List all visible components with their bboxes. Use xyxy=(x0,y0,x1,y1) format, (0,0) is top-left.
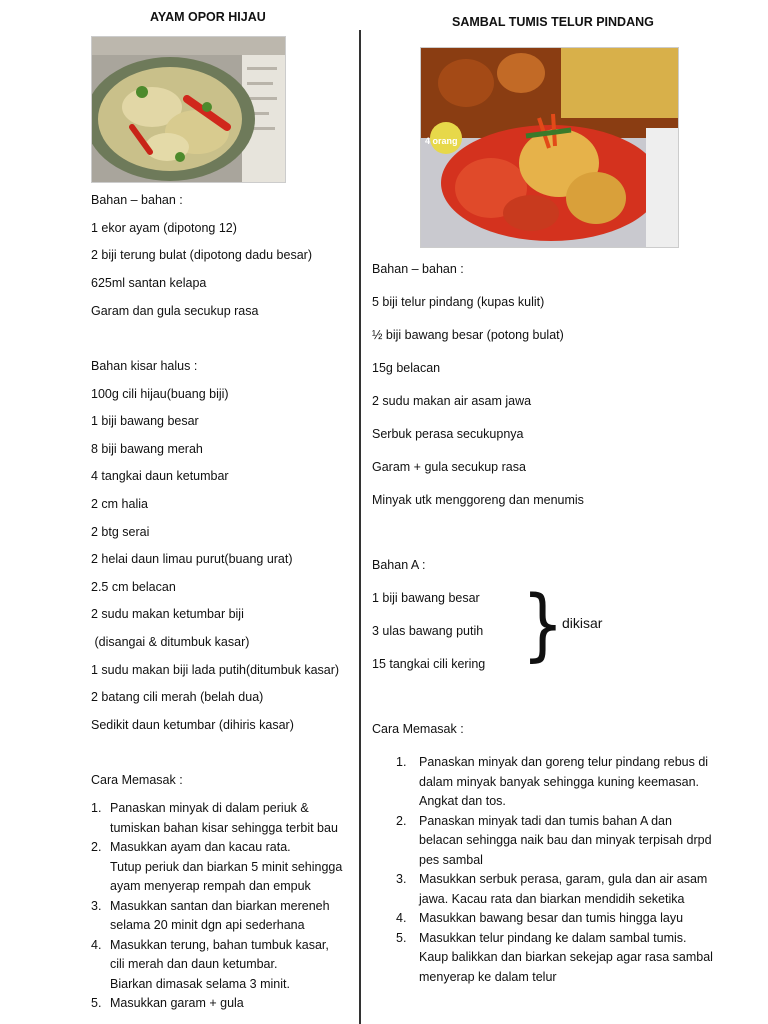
step-item xyxy=(91,897,356,936)
step-line: pes sambal xyxy=(419,852,483,867)
kisar-item: (disangai & ditumbuk kasar) xyxy=(91,635,250,649)
bahan-a-heading: Bahan A : xyxy=(372,558,426,572)
cara-heading-left: Cara Memasak : xyxy=(91,773,183,787)
bahan-item: Garam + gula secukup rasa xyxy=(372,460,526,474)
step-line: Biarkan dimasak selama 3 minit. xyxy=(110,976,290,991)
sambal-telur-photo xyxy=(420,47,679,248)
step-line: cili merah dan daun ketumbar. xyxy=(110,957,278,971)
step-item xyxy=(91,799,356,838)
bahan-item: Serbuk perasa secukupnya xyxy=(372,427,524,441)
recipe-title-left: AYAM OPOR HIJAU xyxy=(150,10,266,24)
step-line: belacan sehingga naik bau dan minyak terpisah drpd xyxy=(419,833,712,847)
step-number: 1. xyxy=(91,801,102,815)
bahan-item: 2 sudu makan air asam jawa xyxy=(372,394,532,408)
kisar-item: 1 biji bawang besar xyxy=(91,414,199,428)
step-item xyxy=(91,936,356,995)
bahan-item: 1 ekor ayam (dipotong 12) xyxy=(91,221,237,235)
step-number: 3. xyxy=(91,898,102,913)
step-item xyxy=(396,909,736,929)
bahan-heading-left: Bahan – bahan : xyxy=(91,193,183,207)
kisar-item: 2 sudu makan ketumbar biji xyxy=(91,607,244,621)
kisar-item: 2.5 cm belacan xyxy=(91,580,176,594)
step-line: Masukkan ayam dan kacau rata. xyxy=(110,840,291,854)
step-line: Masukkan bawang besar dan tumis hingga layu xyxy=(419,911,684,925)
column-divider xyxy=(359,30,361,1024)
bahan-item: Minyak utk menggoreng dan menumis xyxy=(372,493,584,507)
step-line: Kaup balikkan dan biarkan sekejap agar rasa sambal xyxy=(419,950,713,964)
step-line: Masukkan telur pindang ke dalam sambal tumis. xyxy=(419,930,687,945)
bahan-item: 2 biji terung bulat (dipotong dadu besar) xyxy=(91,248,312,262)
step-line: Masukkan terung, bahan tumbuk kasar, xyxy=(110,937,329,952)
step-line: Masukkan serbuk perasa, garam, gula dan air asam xyxy=(419,872,708,886)
bahan-item: 5 biji telur pindang (kupas kulit) xyxy=(372,295,545,309)
kisar-item: 4 tangkai daun ketumbar xyxy=(91,469,229,483)
bahan-item: ½ biji bawang besar (potong bulat) xyxy=(372,328,564,342)
kisar-item: 2 cm halia xyxy=(91,497,148,511)
step-number: 4. xyxy=(91,937,102,952)
step-number: 4. xyxy=(396,911,407,925)
ayam-opor-photo xyxy=(91,36,286,183)
cara-heading-right: Cara Memasak : xyxy=(372,722,464,736)
kisar-item: 8 biji bawang merah xyxy=(91,442,203,456)
steps-list-right xyxy=(396,753,736,987)
kisar-item: Sedikit daun ketumbar (dihiris kasar) xyxy=(91,718,294,732)
step-line: Tutup periuk dan biarkan 5 minit sehingga xyxy=(110,859,343,874)
kisar-item: 2 helai daun limau purut(buang urat) xyxy=(91,552,293,566)
kisar-item: 1 sudu makan biji lada putih(ditumbuk kasar) xyxy=(91,663,340,677)
kisar-item: 2 batang cili merah (belah dua) xyxy=(91,690,264,704)
step-line: Panaskan minyak tadi dan tumis bahan A dan xyxy=(419,813,672,828)
step-item xyxy=(396,929,736,988)
recipe-title-right: SAMBAL TUMIS TELUR PINDANG xyxy=(452,15,654,29)
step-line: jawa. Kacau rata dan biarkan mendidih seketika xyxy=(419,891,685,906)
kisar-item: 100g cili hijau(buang biji) xyxy=(91,387,229,401)
step-item xyxy=(91,994,356,1014)
step-item xyxy=(396,870,736,909)
step-line: Masukkan santan dan biarkan mereneh xyxy=(110,898,330,913)
step-number: 1. xyxy=(396,755,407,769)
sambal-telur-image xyxy=(421,48,678,247)
step-line: tumiskan bahan kisar sehingga terbit bau xyxy=(110,820,338,835)
step-number: 5. xyxy=(396,930,407,945)
step-line: dalam minyak banyak sehingga kuning keemasan. xyxy=(419,774,700,789)
bahan-item: 625ml santan kelapa xyxy=(91,276,207,290)
kisar-heading: Bahan kisar halus : xyxy=(91,359,198,373)
ayam-opor-image xyxy=(92,37,285,182)
kisar-item: 2 btg serai xyxy=(91,525,150,539)
bahan-item: 15g belacan xyxy=(372,361,441,375)
step-line: Masukkan garam + gula xyxy=(110,996,244,1010)
step-line: Angkat dan tos. xyxy=(419,794,506,808)
step-line: menyerap ke dalam telur xyxy=(419,969,557,984)
step-line: selama 20 minit dgn api sederhana xyxy=(110,918,305,932)
step-line: Panaskan minyak di dalam periuk & xyxy=(110,801,309,815)
step-line: ayam menyerap rempah dan empuk xyxy=(110,879,311,893)
bahan-a-item: 3 ulas bawang putih xyxy=(372,624,484,638)
steps-list-left xyxy=(91,799,356,1014)
right-brace-icon: } xyxy=(521,580,564,670)
step-number: 2. xyxy=(396,813,407,828)
bahan-heading-right: Bahan – bahan : xyxy=(372,262,464,276)
step-item xyxy=(396,812,736,871)
step-item xyxy=(91,838,356,897)
step-number: 3. xyxy=(396,872,407,886)
step-line: Panaskan minyak dan goreng telur pindang rebus di xyxy=(419,755,709,769)
dikisar-label: dikisar xyxy=(562,615,603,631)
photo-badge: 4 orang xyxy=(425,136,458,146)
bahan-a-item: 15 tangkai cili kering xyxy=(372,657,486,671)
bahan-item: Garam dan gula secukup rasa xyxy=(91,304,259,318)
step-number: 2. xyxy=(91,840,102,854)
step-number: 5. xyxy=(91,996,102,1010)
bahan-a-item: 1 biji bawang besar xyxy=(372,591,480,605)
step-item xyxy=(396,753,736,812)
